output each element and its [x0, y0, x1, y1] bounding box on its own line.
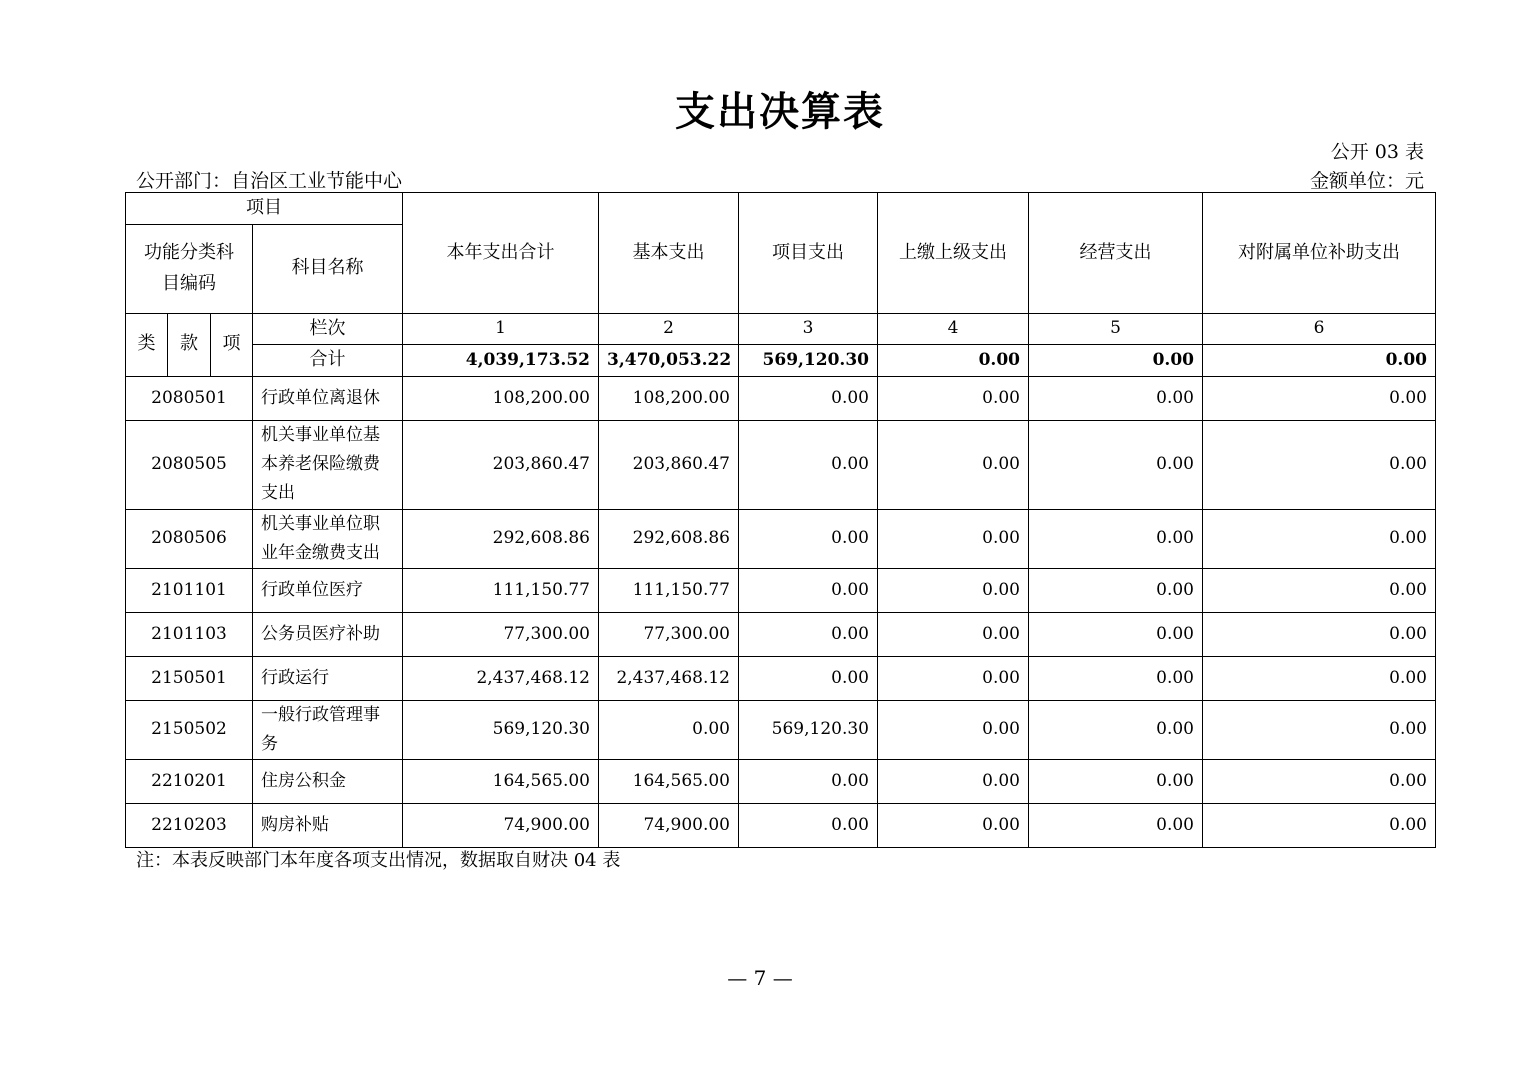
row-value: 0.00	[1203, 656, 1436, 700]
total-value: 0.00	[878, 345, 1029, 377]
row-value: 0.00	[1029, 568, 1203, 612]
total-value: 0.00	[1203, 345, 1436, 377]
row-code: 2210201	[126, 759, 253, 803]
row-value: 0.00	[1203, 759, 1436, 803]
col-num-4: 4	[878, 313, 1029, 345]
row-name: 行政单位离退休	[253, 376, 403, 420]
row-code: 2210203	[126, 803, 253, 847]
row-value: 0.00	[878, 612, 1029, 656]
row-value: 0.00	[1203, 568, 1436, 612]
table-row	[126, 803, 1436, 847]
row-value: 0.00	[878, 420, 1029, 509]
row-value: 74,900.00	[403, 803, 599, 847]
header-lanci: 栏次	[253, 313, 403, 345]
row-value: 0.00	[1029, 376, 1203, 420]
row-code: 2150501	[126, 656, 253, 700]
row-code: 2101103	[126, 612, 253, 656]
col-num-6: 6	[1203, 313, 1436, 345]
header-kuan: 款	[168, 313, 211, 376]
row-value: 0.00	[878, 509, 1029, 568]
row-name: 机关事业单位职业年金缴费支出	[253, 509, 403, 568]
row-name: 购房补贴	[253, 803, 403, 847]
row-value: 0.00	[878, 803, 1029, 847]
header-row-3	[126, 313, 1436, 345]
row-value: 0.00	[878, 700, 1029, 759]
row-value: 0.00	[878, 376, 1029, 420]
row-value: 0.00	[1029, 759, 1203, 803]
row-name: 一般行政管理事务	[253, 700, 403, 759]
table-row	[126, 700, 1436, 759]
row-value: 0.00	[739, 759, 878, 803]
row-value: 0.00	[599, 700, 739, 759]
row-value: 292,608.86	[599, 509, 739, 568]
header-name: 科目名称	[253, 224, 403, 313]
row-value: 0.00	[739, 803, 878, 847]
total-row	[126, 345, 1436, 377]
row-value: 0.00	[739, 656, 878, 700]
row-value: 164,565.00	[403, 759, 599, 803]
total-value: 4,039,173.52	[403, 345, 599, 377]
row-name: 住房公积金	[253, 759, 403, 803]
row-value: 2,437,468.12	[599, 656, 739, 700]
header-item: 项目	[126, 193, 403, 225]
row-value: 0.00	[1203, 803, 1436, 847]
row-value: 0.00	[1203, 612, 1436, 656]
row-value: 0.00	[1203, 376, 1436, 420]
row-code: 2101101	[126, 568, 253, 612]
row-name: 行政单位医疗	[253, 568, 403, 612]
header-lei: 类	[126, 313, 168, 376]
row-value: 0.00	[1029, 420, 1203, 509]
table-row	[126, 759, 1436, 803]
row-value: 0.00	[1203, 420, 1436, 509]
row-value: 2,437,468.12	[403, 656, 599, 700]
table-number: 公开 03 表	[1330, 141, 1424, 163]
row-value: 203,860.47	[599, 420, 739, 509]
row-value: 77,300.00	[599, 612, 739, 656]
table-row	[126, 612, 1436, 656]
row-value: 0.00	[739, 612, 878, 656]
row-value: 74,900.00	[599, 803, 739, 847]
row-value: 0.00	[878, 656, 1029, 700]
row-code: 2080505	[126, 420, 253, 509]
row-value: 0.00	[739, 568, 878, 612]
row-value: 164,565.00	[599, 759, 739, 803]
col-num-3: 3	[739, 313, 878, 345]
row-code: 2080501	[126, 376, 253, 420]
amount-unit-label: 金额单位：元	[1309, 170, 1424, 192]
row-code: 2150502	[126, 700, 253, 759]
header-col-total: 本年支出合计	[403, 193, 599, 314]
row-value: 0.00	[1029, 656, 1203, 700]
row-value: 111,150.77	[599, 568, 739, 612]
row-value: 569,120.30	[739, 700, 878, 759]
expenditure-table	[125, 192, 1436, 848]
row-value: 0.00	[1203, 700, 1436, 759]
table-note: 注：本表反映部门本年度各项支出情况，数据取自财决 04 表	[136, 850, 621, 871]
total-value: 569,120.30	[739, 345, 878, 377]
row-name: 机关事业单位基本养老保险缴费支出	[253, 420, 403, 509]
row-value: 0.00	[1029, 612, 1203, 656]
page-number: — 7 —	[727, 966, 793, 990]
row-value: 108,200.00	[403, 376, 599, 420]
row-value: 0.00	[1029, 509, 1203, 568]
total-label: 合计	[253, 345, 403, 377]
header-col-project: 项目支出	[739, 193, 878, 314]
col-num-2: 2	[599, 313, 739, 345]
page-title: 支出决算表	[675, 88, 885, 135]
row-value: 203,860.47	[403, 420, 599, 509]
row-value: 292,608.86	[403, 509, 599, 568]
row-code: 2080506	[126, 509, 253, 568]
row-name: 行政运行	[253, 656, 403, 700]
header-col-business: 经营支出	[1029, 193, 1203, 314]
row-value: 0.00	[739, 376, 878, 420]
total-value: 0.00	[1029, 345, 1203, 377]
col-num-1: 1	[403, 313, 599, 345]
table-row	[126, 656, 1436, 700]
table-row	[126, 568, 1436, 612]
row-value: 0.00	[1029, 700, 1203, 759]
header-col-basic: 基本支出	[599, 193, 739, 314]
header-xiang: 项	[211, 313, 253, 376]
header-col-subsidiary: 对附属单位补助支出	[1203, 193, 1436, 314]
row-value: 0.00	[1029, 803, 1203, 847]
row-name: 公务员医疗补助	[253, 612, 403, 656]
row-value: 108,200.00	[599, 376, 739, 420]
table-row	[126, 509, 1436, 568]
row-value: 0.00	[878, 759, 1029, 803]
header-code: 功能分类科目编码	[126, 224, 253, 313]
col-num-5: 5	[1029, 313, 1203, 345]
table-row	[126, 376, 1436, 420]
row-value: 111,150.77	[403, 568, 599, 612]
row-value: 0.00	[739, 420, 878, 509]
row-value: 569,120.30	[403, 700, 599, 759]
header-col-upper: 上缴上级支出	[878, 193, 1029, 314]
row-value: 0.00	[878, 568, 1029, 612]
row-value: 0.00	[1203, 509, 1436, 568]
table-row	[126, 420, 1436, 509]
row-value: 0.00	[739, 509, 878, 568]
total-value: 3,470,053.22	[599, 345, 739, 377]
department-label: 公开部门：自治区工业节能中心	[136, 170, 403, 192]
row-value: 77,300.00	[403, 612, 599, 656]
header-row-1	[126, 193, 1436, 225]
